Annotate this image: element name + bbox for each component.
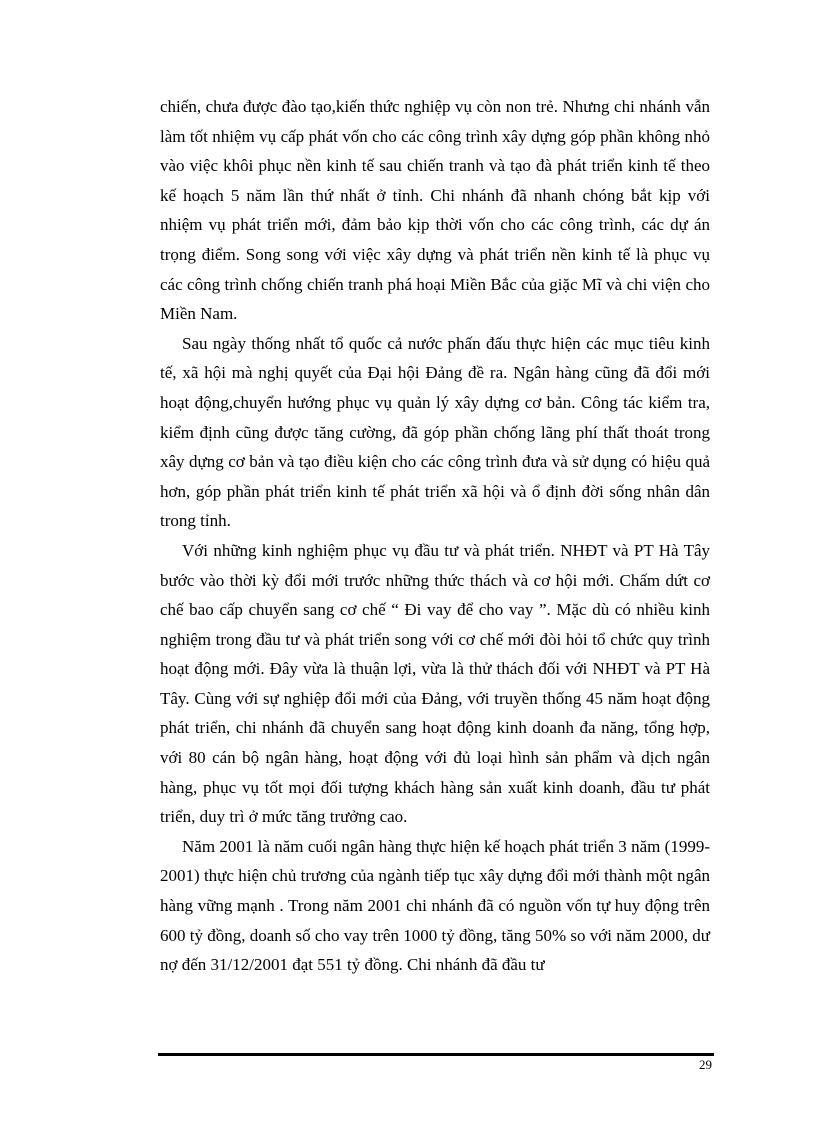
footer-rule bbox=[158, 1053, 714, 1056]
paragraph-2: Sau ngày thống nhất tổ quốc cả nước phấn đấu thực hiện các mục tiêu kinh tế, xã hội mà nghị quyết của Đại hội Đảng đề ra. Ngân hàng cũng đã đổi mới hoạt động,chuyển hướng phục vụ quản lý xây dựng cơ bản. Công tác kiểm tra, kiểm định cũng được tăng cường, đã góp phần chống lãng phí thất thoát trong xây dựng cơ bản và tạo điều kiện cho các công trình đưa và sử dụng có hiệu quả hơn, góp phần phát triển kinh tế phát triển xã hội và ổ định đời sống nhân dân trong tỉnh. bbox=[160, 333, 710, 531]
paragraph-3: Với những kinh nghiệm phục vụ đầu tư và phát triển. NHĐT và PT Hà Tây bước vào thời kỳ đổi mới trước những thức thách và cơ hội mới. Chấm dứt cơ chế bao cấp chuyển sang cơ chế “ Đi vay để cho vay ”. Mặc dù có nhiều kinh nghiệm trong đầu tư và phát triển song với cơ chế mới đòi hỏi tổ chức quy trình hoạt động mới. Đây vừa là thuận lợi, vừa là thử thách đối với NHĐT và PT Hà Tây. Cùng với sự nghiệp đổi mới của Đảng, với truyền thống 45 năm hoạt động phát triển, chi nhánh đã chuyển sang hoạt động kinh doanh đa năng, tổng hợp, với 80 cán bộ ngân hàng, hoạt động với đủ loại hình sản phẩm và dịch ngân hàng, phục vụ tốt mọi đối tượng khách hàng sản xuất kinh doanh, đầu tư phát triển, duy trì ở mức tăng trưởng cao. bbox=[160, 540, 710, 827]
page-number: 29 bbox=[699, 1057, 712, 1072]
paragraph-4: Năm 2001 là năm cuối ngân hàng thực hiện kế hoạch phát triển 3 năm (1999- 2001) thực hiện chủ trương của ngành tiếp tục xây dựng đổi mới thành một ngân hàng vững mạnh . Trong năm 2001 chi nhánh đã có nguồn vốn tự huy động trên 600 tỷ đồng, doanh số cho vay trên 1000 tỷ đồng, tăng 50% so với năm 2000, dư nợ đến 31/12/2001 đạt 551 tỷ đồng. Chi nhánh đã đầu tư bbox=[160, 836, 710, 975]
paragraph-1: chiến, chưa được đào tạo,kiến thức nghiệp vụ còn non trẻ. Nhưng chi nhánh vẫn làm tốt nhiệm vụ cấp phát vốn cho các công trình xây dựng góp phần không nhỏ vào việc khôi phục nền kinh tế sau chiến tranh và tạo đà phát triển kinh tế theo kế hoạch 5 năm lần thứ nhất ở tỉnh. Chi nhánh đã nhanh chóng bắt kịp với nhiệm vụ phát triển mới, đảm bảo kịp thời vốn cho các công trình, các dự án trọng điểm. Song song với việc xây dựng và phát triển nền kinh tế là phục vụ các công trình chống chiến tranh phá hoại Miền Bắc của giặc Mĩ và chi viện cho Miền Nam. bbox=[160, 97, 710, 324]
body-text bbox=[160, 92, 710, 980]
